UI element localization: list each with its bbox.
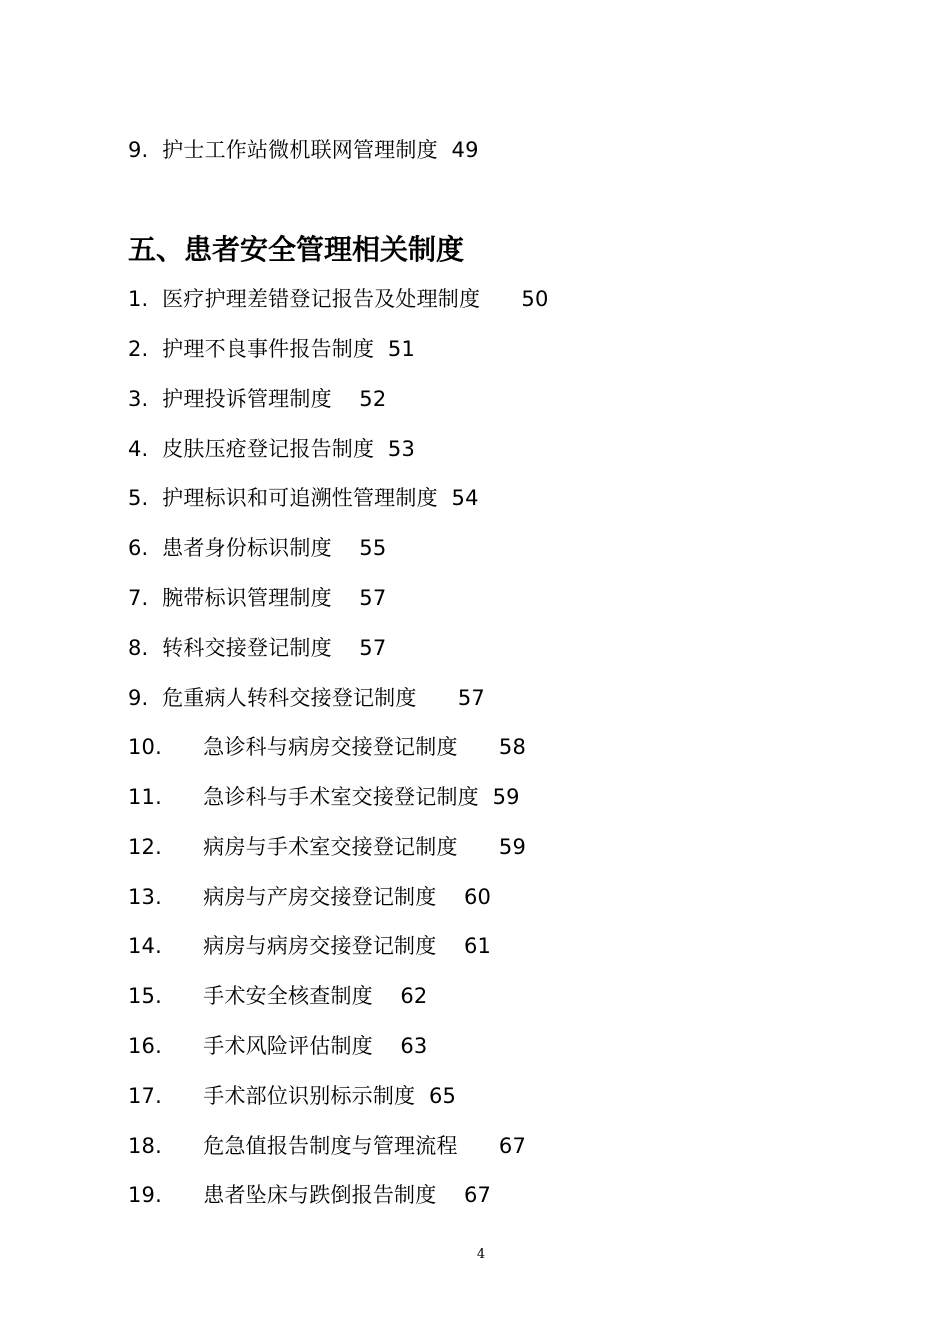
toc-entry: 16. 手术风险评估制度 63 — [128, 1034, 428, 1058]
toc-entry: 7. 腕带标识管理制度 57 — [128, 586, 387, 610]
toc-entry: 15. 手术安全核查制度 62 — [128, 984, 428, 1008]
toc-entry: 10. 急诊科与病房交接登记制度 58 — [128, 735, 527, 759]
toc-entry: 14. 病房与病房交接登记制度 61 — [128, 934, 492, 958]
toc-entry: 5. 护理标识和可追溯性管理制度 54 — [128, 486, 479, 510]
section-heading: 五、患者安全管理相关制度 — [128, 233, 465, 266]
toc-entry: 11. 急诊科与手术室交接登记制度 59 — [128, 785, 520, 809]
toc-entry: 6. 患者身份标识制度 55 — [128, 536, 387, 560]
toc-entry: 19. 患者坠床与跌倒报告制度 67 — [128, 1183, 492, 1207]
toc-entry: 12. 病房与手术室交接登记制度 59 — [128, 835, 527, 859]
toc-entry: 2. 护理不良事件报告制度 51 — [128, 337, 416, 361]
toc-entry: 13. 病房与产房交接登记制度 60 — [128, 885, 492, 909]
toc-entry: 18. 危急值报告制度与管理流程 67 — [128, 1134, 527, 1158]
page-number: 4 — [476, 1247, 486, 1262]
toc-entry-prev-9: 9. 护士工作站微机联网管理制度 49 — [128, 138, 479, 162]
toc-entry: 9. 危重病人转科交接登记制度 57 — [128, 686, 485, 710]
toc-entry: 1. 医疗护理差错登记报告及处理制度 50 — [128, 287, 549, 311]
toc-entry: 8. 转科交接登记制度 57 — [128, 636, 387, 660]
toc-entry: 17. 手术部位识别标示制度 65 — [128, 1084, 457, 1108]
toc-entry: 3. 护理投诉管理制度 52 — [128, 387, 387, 411]
toc-entry: 4. 皮肤压疮登记报告制度 53 — [128, 437, 416, 461]
